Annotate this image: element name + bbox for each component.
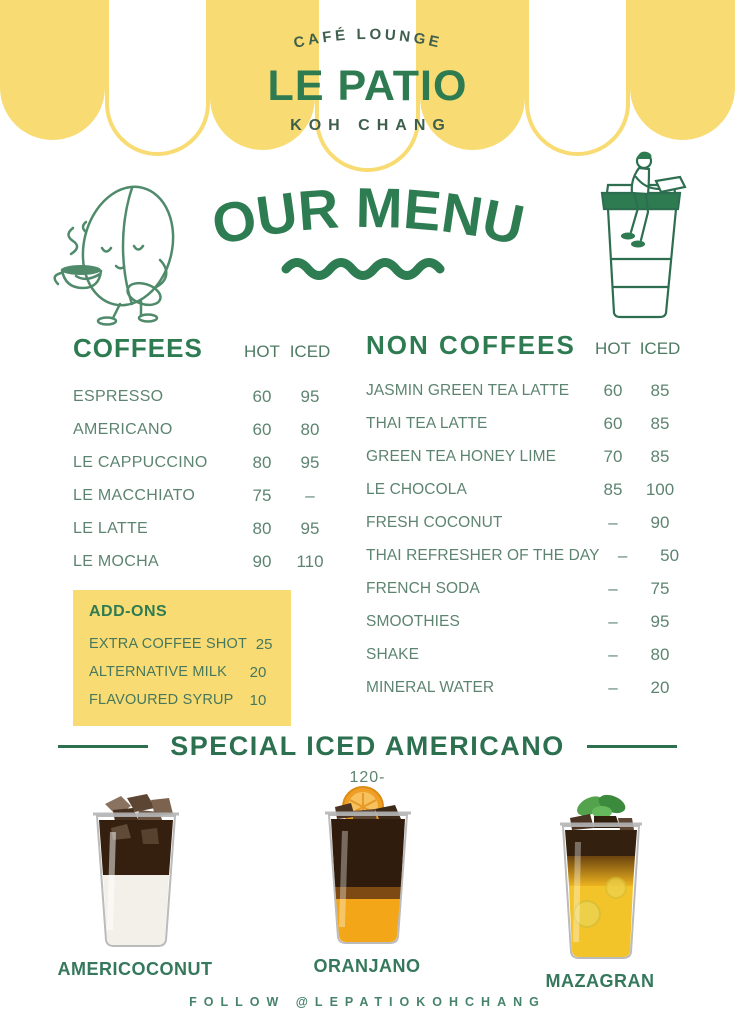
item-name: LE MOCHA (73, 552, 159, 570)
drink-name: ORANJANO (313, 956, 421, 976)
item-price-iced: 20 (650, 677, 670, 697)
svg-text:OUR MENU (206, 176, 529, 257)
item-price-hot: 60 (252, 419, 272, 439)
item-price-iced: 95 (300, 518, 320, 538)
item-price-iced: 80 (650, 644, 670, 664)
item-price-hot: – (608, 644, 618, 664)
item-name: THAI REFRESHER OF THE DAY (366, 546, 600, 564)
brand-name: LE PATIO (267, 62, 468, 110)
social-follow-text: FOLLOW @LEPATIOKOHCHANG (189, 995, 546, 1009)
item-name: MINERAL WATER (366, 678, 495, 696)
laptop-person-on-cup-illustration (568, 146, 713, 324)
menu-item-row (73, 380, 335, 413)
special-section (0, 731, 735, 787)
non-coffees-header (366, 330, 684, 361)
divider-line-right (587, 745, 677, 748)
menu-item-row (366, 407, 684, 440)
item-price-hot: – (608, 611, 618, 631)
item-price-hot: 90 (252, 551, 272, 571)
addons-box (73, 590, 291, 726)
menu-item-row (73, 479, 335, 512)
coffees-section (73, 333, 335, 578)
item-price-hot: 70 (603, 446, 623, 466)
coffees-title: COFFEES (73, 333, 203, 363)
menu-item-row (366, 638, 684, 671)
item-name: SHAKE (366, 645, 420, 663)
addon-item-row (89, 630, 275, 658)
iced-column-header: ICED (639, 339, 681, 358)
item-price-hot: 80 (252, 518, 272, 538)
drink-name: AMERICOCONUT (57, 959, 213, 979)
drink-figure-oranjano (287, 785, 447, 977)
non-coffees-list (366, 374, 684, 704)
item-price-hot: 60 (252, 386, 272, 406)
item-price-hot: – (608, 578, 618, 598)
item-price-iced: 100 (645, 479, 675, 499)
coffees-header (73, 333, 335, 364)
addon-name: ALTERNATIVE MILK (89, 664, 228, 680)
item-price-hot: 75 (252, 485, 272, 505)
addon-name: EXTRA COFFEE SHOT (89, 636, 248, 652)
page-title-arc (173, 176, 563, 264)
iced-column-header: ICED (289, 342, 331, 361)
item-price-hot: 60 (603, 380, 623, 400)
addon-price: 10 (249, 691, 267, 709)
item-price-iced: 75 (650, 578, 670, 598)
item-price-hot: 80 (252, 452, 272, 472)
item-name: SMOOTHIES (366, 612, 460, 630)
brand-tagline: CAFÉ LOUNGE (291, 25, 444, 52)
divider-line-left (58, 745, 148, 748)
coffee-bean-mascot-illustration (28, 166, 188, 328)
item-price-iced: 80 (300, 419, 320, 439)
drink-figure-americoconut (55, 790, 215, 980)
item-price-iced: 85 (650, 380, 670, 400)
item-name: LE MACCHIATO (73, 486, 196, 504)
addons-title: ADD-ONS (89, 603, 168, 620)
item-name: LE CHOCOLA (366, 480, 467, 498)
item-name: JASMIN GREEN TEA LATTE (366, 381, 570, 399)
item-price-iced: 85 (650, 446, 670, 466)
menu-item-row (366, 671, 684, 704)
awning-stripe (105, 0, 210, 156)
item-price-hot: – (617, 545, 628, 565)
americoconut-photo (55, 790, 215, 950)
item-price-hot: – (608, 677, 618, 697)
addon-price: 25 (255, 635, 273, 653)
page-title: OUR MENU (206, 176, 530, 257)
wavy-underline-decoration (278, 254, 458, 282)
item-price-iced: 85 (650, 413, 670, 433)
item-price-hot: 85 (603, 479, 623, 499)
special-title: SPECIAL ICED AMERICANO (170, 731, 565, 761)
item-name: LE CAPPUCCINO (73, 453, 208, 471)
item-price-iced: 50 (660, 545, 680, 565)
item-price-iced: 110 (296, 551, 324, 571)
menu-item-row (366, 605, 684, 638)
brand-location: KOH CHANG (290, 117, 452, 134)
menu-item-row (73, 545, 335, 578)
item-name: AMERICANO (73, 420, 173, 438)
addon-price: 20 (249, 663, 267, 681)
menu-item-row (366, 572, 684, 605)
addon-name: FLAVOURED SYRUP (89, 692, 234, 708)
item-price-iced: – (305, 485, 315, 505)
addons-list (89, 630, 275, 714)
menu-item-row (366, 473, 684, 506)
awning-stripe (0, 0, 105, 140)
item-price-hot: – (608, 512, 618, 532)
drink-name: MAZAGRAN (545, 971, 655, 991)
item-price-iced: 95 (300, 386, 320, 406)
svg-text:CAFÉ LOUNGE (292, 26, 444, 52)
menu-item-row (73, 413, 335, 446)
item-price-iced: 95 (650, 611, 670, 631)
non-coffees-section (366, 330, 684, 704)
brand-tagline-arc (228, 16, 508, 60)
item-price-iced: 95 (300, 452, 320, 472)
item-name: GREEN TEA HONEY LIME (366, 447, 557, 465)
coffees-list (73, 380, 335, 578)
awning-stripe (630, 0, 735, 140)
awning-stripe (525, 0, 630, 156)
menu-item-row (366, 539, 684, 572)
brand-logo (228, 16, 508, 135)
menu-item-row (73, 512, 335, 545)
item-name: LE LATTE (73, 519, 149, 537)
mazagran-photo (520, 792, 680, 962)
item-name: FRESH COCONUT (366, 513, 503, 531)
item-price-iced: 90 (650, 512, 670, 532)
addon-item-row (89, 658, 275, 686)
menu-item-row (366, 506, 684, 539)
non-coffees-title: NON COFFEES (366, 330, 576, 360)
hot-column-header: HOT (244, 342, 280, 361)
menu-item-row (73, 446, 335, 479)
item-name: FRENCH SODA (366, 579, 480, 597)
item-name: THAI TEA LATTE (366, 414, 488, 432)
item-name: ESPRESSO (73, 387, 164, 405)
hot-column-header: HOT (595, 339, 631, 358)
addon-item-row (89, 686, 275, 714)
menu-item-row (366, 374, 684, 407)
menu-item-row (366, 440, 684, 473)
special-price: 120- (349, 769, 386, 786)
item-price-hot: 60 (603, 413, 623, 433)
drink-figure-mazagran (520, 792, 680, 992)
oranjano-photo (287, 785, 447, 947)
